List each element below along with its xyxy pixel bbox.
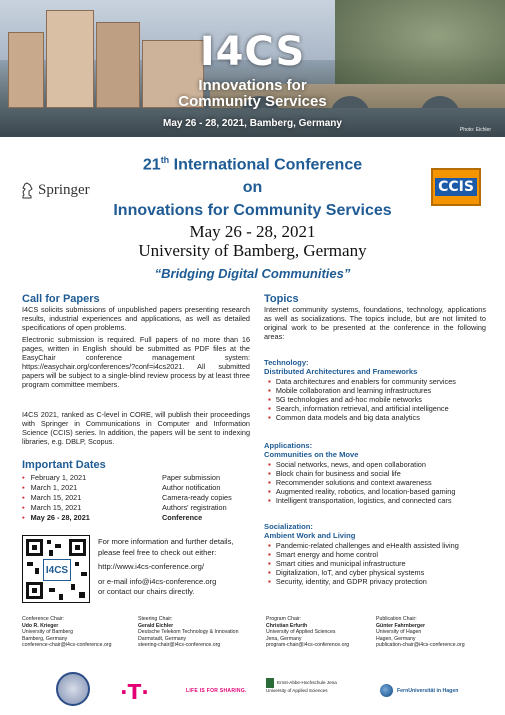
topic-list [268,378,456,423]
topic-list [268,542,459,587]
conference-title-line3: Innovations for Community Services [113,202,392,219]
topic-section-title: Applications: [264,441,313,450]
chair-role: Program Chair: [266,616,302,622]
list-item: ▪ Digitalization, IoT, and cyber physical systems [268,569,459,578]
date-event: Camera-ready copies [162,493,232,502]
chair-place: Darmstadt, Germany [138,635,187,642]
date-row [22,483,232,493]
telekom-slogan: LIFE IS FOR SHARING. [186,688,247,694]
conference-type: International Conference [169,156,363,174]
topic-list [268,461,455,506]
chair-org: University of Hagen [376,629,422,636]
list-item: ▪ Smart energy and home control [268,551,459,560]
chair-name: Günter Fahrnberger [376,622,426,629]
list-item: ▪ Augmented reality, robotics, and location-based gaming [268,488,455,497]
qr-center-label: I4CS [43,559,71,581]
topic-section-title: Technology: [264,358,309,367]
important-dates-heading: Important Dates [22,459,106,471]
chair-email[interactable]: steering-chair@i4cs-conference.org [138,642,221,649]
list-item: ▪ Social networks, news, and open collaboration [268,461,455,470]
call-for-papers-heading: Call for Papers [22,293,100,305]
conference-motto: “Bridging Digital Communities” [154,266,351,281]
fernuni-name: FernUniversität in Hagen [397,687,459,694]
list-item: ▪ Search, information retrieval, and artificial intelligence [268,405,456,414]
eah-name: Ernst-Abbe-Hochschule Jena [277,680,337,686]
edition-number: 21 [142,156,161,174]
topic-section-title: Socialization: [264,522,313,531]
list-item: ▪ Smart cities and municipal infrastructure [268,560,459,569]
list-item: ▪ Common data models and big data analytics [268,414,456,423]
qr-finder [69,539,86,556]
chair-place: Jena, Germany [266,635,302,642]
more-info [98,537,233,598]
date-value: ▪ March 1, 2021 [22,483,162,493]
conference-title-line2: on [242,179,263,196]
chair-name: Christian Erfurth [266,622,308,629]
fernuni-logo [380,684,458,697]
chair-place: Hagen, Germany [376,635,416,642]
chair-org: University of Bamberg [22,629,74,636]
topic-section-subtitle: Distributed Architectures and Frameworks [264,367,418,376]
qr-code[interactable] [22,535,90,603]
photo-credit: Photo: Eichler [459,127,491,133]
banner-subtitle [0,78,505,110]
date-event: Conference [162,513,203,522]
qr-finder [26,582,43,599]
chair-role: Publication Chair: [376,616,417,622]
date-event: Paper submission [162,473,220,482]
chair-email[interactable]: program-chair@i4cs-conference.org [266,642,350,649]
list-item: ▪ Recommender solutions and context awareness [268,479,455,488]
topic-section-subtitle: Communities on the Move [264,450,359,459]
chair-conference [22,616,111,649]
banner-subtitle-line2: Community Services [178,93,327,110]
chair-name: Gerald Eichler [138,622,174,629]
cfp-paragraph-3: I4CS 2021, ranked as C-level in CORE, will publish their proceedings with Springer in Communications in Computer and Information Science (CCIS) series. In addition, the papers will be sent to indexing libraries, e.g. DBLP, Scopus. [22,410,250,446]
email-link[interactable]: or e-mail info@i4cs-conference.org [98,576,217,586]
chair-email[interactable]: publication-chair@i4cs-conference.org [376,642,465,649]
cfp-paragraph-1: I4CS solicits submissions of unpublished papers presenting research results, industrial experiences and applications, as well as detailed specifications of open problems. [22,305,250,332]
chair-org: University of Applied Sciences [266,629,336,636]
list-item: ▪ Block chain for business and social life [268,470,455,479]
eah-mark-icon [266,678,274,688]
list-item: ▪ 5G technologies and ad-hoc mobile networks [268,396,456,405]
date-event: Authors' registration [162,503,227,512]
cfp-paragraph-2: Electronic submission is required. Full papers of no more than 16 pages, written in English should be submitted as PDF files at the EasyChair conference management system: https://easychair.org/conferences/?conf=i4cs2021. All submitted papers will be subject to a single-blind review process by at least three program committee members. [22,335,250,389]
chair-role: Conference Chair: [22,616,65,622]
telekom-logo: ·T· [120,680,149,704]
banner-date-place: May 26 - 28, 2021, Bamberg, Germany [163,118,342,129]
eah-jena-logo [266,678,337,693]
list-item: ▪ Security, identity, and GDPR privacy protection [268,578,459,587]
list-item: ▪ Intelligent transportation, logistics, and connected cars [268,497,455,506]
chair-org: Deutsche Telekom Technology & Innovation [138,629,239,636]
chair-place: Bamberg, Germany [22,635,68,642]
conference-venue: University of Bamberg, Germany [138,241,367,260]
topics-intro: Internet community systems, foundations, technology, applications as well as socializations. The topics include, but are not limited to original work to be presented at the conference in the following areas: [264,305,486,341]
chair-name: Udo R. Krieger [22,622,59,629]
chair-steering [138,616,238,649]
date-value: ▪ May 26 - 28, 2021 [22,513,162,523]
chair-program [266,616,349,649]
more-info-line2: please feel free to check out either: [98,547,217,557]
conference-dates: May 26 - 28, 2021 [189,222,316,241]
springer-wordmark: Springer [38,181,90,198]
qr-finder [26,539,43,556]
chair-email[interactable]: conference-chair@i4cs-conference.org [22,642,112,649]
date-row [22,473,232,483]
university-seal-logo [56,672,90,706]
ccis-wordmark: CCIS [435,178,477,196]
date-value: ▪ March 15, 2021 [22,503,162,513]
list-item: ▪ Data architectures and enablers for community services [268,378,456,387]
topic-section-subtitle: Ambient Work and Living [264,531,356,540]
date-row [22,493,232,503]
edition-suffix: th [160,155,170,165]
chair-role: Steering Chair: [138,616,173,622]
hero-banner [0,0,505,137]
globe-icon [380,684,393,697]
important-dates-list [22,473,232,523]
banner-subtitle-line1: Innovations for [198,77,307,94]
chair-publication [376,616,465,649]
website-link[interactable]: http://www.i4cs-conference.org/ [98,562,204,571]
topics-heading: Topics [264,293,299,305]
list-item: ▪ Mobile collaboration and learning infrastructures [268,387,456,396]
date-row [22,503,232,513]
list-item: ▪ Pandemic-related challenges and eHealth assisted living [268,542,459,551]
banner-acronym: I4CS [199,29,306,75]
date-value: ▪ February 1, 2021 [22,473,162,483]
date-row [22,513,232,523]
date-value: ▪ March 15, 2021 [22,493,162,503]
date-event: Author notification [162,483,221,492]
more-info-line1: For more information and further details, [98,537,234,546]
eah-subname: University of Applied Sciences [266,688,328,693]
conference-title-line1 [0,155,505,174]
more-info-contact: or contact our chairs directly. [98,587,195,596]
